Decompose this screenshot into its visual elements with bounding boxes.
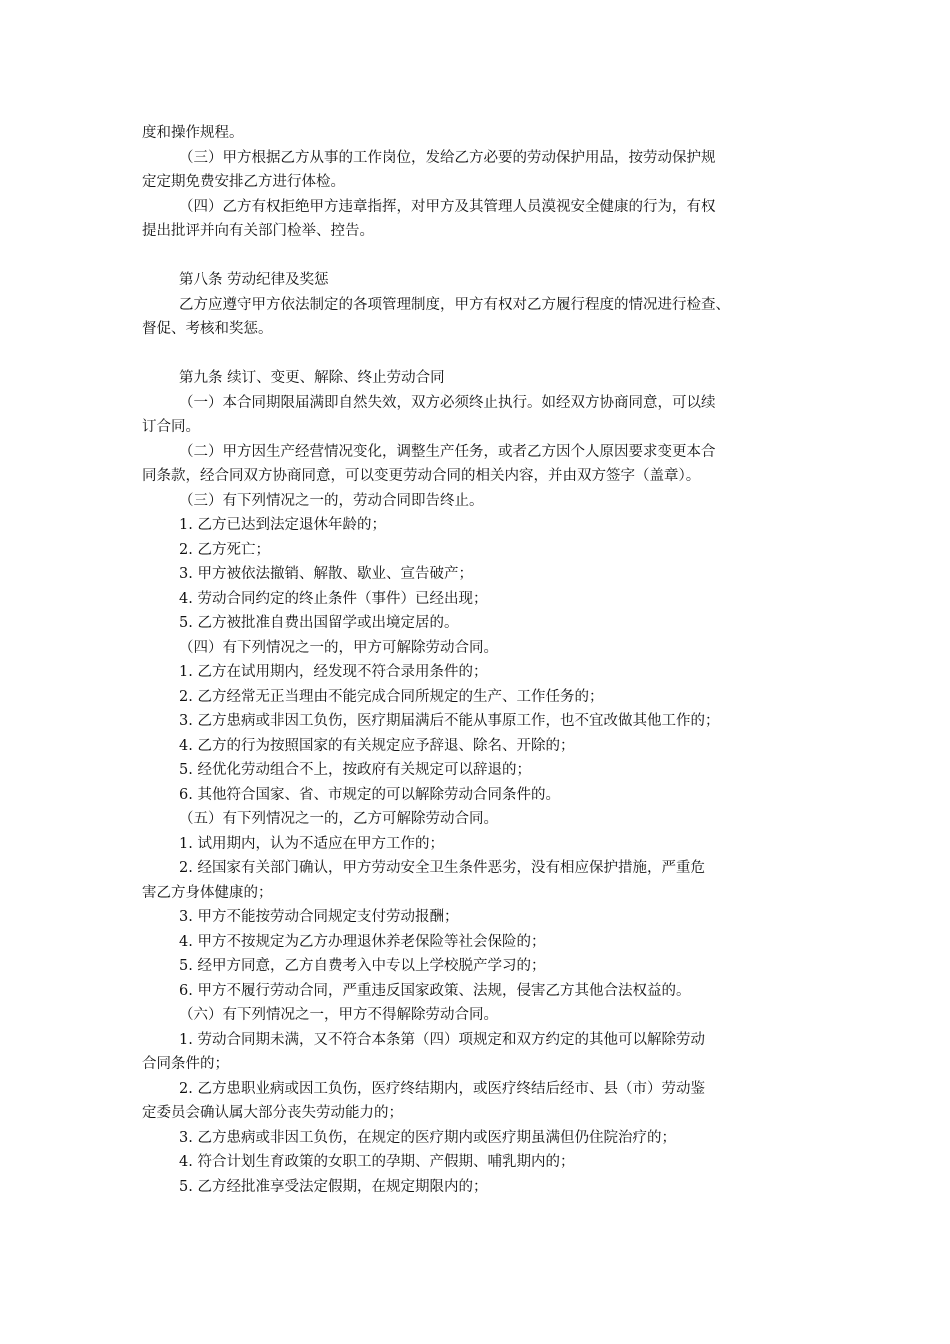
text-line: （五）有下列情况之一的，乙方可解除劳动合同。 xyxy=(179,811,498,827)
list-item: 2. 乙方经常无正当理由不能完成合同所规定的生产、工作任务的； xyxy=(179,688,604,705)
text-line: 定定期免费安排乙方进行体检。 xyxy=(142,174,345,190)
list-item: 5. 乙方被批准自费出国留学或出境定居的。 xyxy=(179,615,459,631)
list-item: 1. 劳动合同期未满，又不符合本条第（四）项规定和双方约定的其他可以解除劳动 xyxy=(179,1031,705,1048)
list-item: 2. 经国家有关部门确认，甲方劳动安全卫生条件恶劣，没有相应保护措施，严重危 xyxy=(179,860,705,876)
paragraph-gap xyxy=(142,244,822,269)
list-item: 5. 乙方经批准享受法定假期，在规定期限内的； xyxy=(179,1178,488,1195)
document-page xyxy=(142,121,822,1199)
list-item: 3. 乙方患病或非因工负伤，医疗期届满后不能从事原工作，也不宜改做其他工作的； xyxy=(179,713,720,729)
paragraph-gap xyxy=(142,342,822,367)
list-item: 2. 乙方死亡； xyxy=(179,541,270,558)
section-heading: 第八条 劳动纪律及奖惩 xyxy=(179,272,329,288)
list-item: 3. 甲方不能按劳动合同规定支付劳动报酬； xyxy=(179,909,459,925)
text-line: 乙方应遵守甲方依法制定的各项管理制度，甲方有权对乙方履行程度的情况进行检查、 xyxy=(179,296,730,313)
text-line: （三）甲方根据乙方从事的工作岗位，发给乙方必要的劳动保护用品，按劳动保护规 xyxy=(179,149,716,166)
list-item: 2. 乙方患职业病或因工负伤，医疗终结期内，或医疗终结后经市、县（市）劳动鉴 xyxy=(179,1080,705,1097)
list-item: 6. 甲方不履行劳动合同，严重违反国家政策、法规，侵害乙方其他合法权益的。 xyxy=(179,982,691,999)
text-line: 度和操作规程。 xyxy=(142,125,244,141)
text-line: （四）有下列情况之一的，甲方可解除劳动合同。 xyxy=(179,639,498,656)
list-item: 1. 试用期内，认为不适应在甲方工作的； xyxy=(179,835,444,852)
text-line: （一）本合同期限届满即自然失效，双方必须终止执行。如经双方协商同意，可以续 xyxy=(179,394,716,411)
text-line: （二）甲方因生产经营情况变化，调整生产任务，或者乙方因个人原因要求变更本合 xyxy=(179,443,716,460)
list-item: 4. 乙方的行为按照国家的有关规定应予辞退、除名、开除的； xyxy=(179,737,575,754)
list-item: 1. 乙方在试用期内，经发现不符合录用条件的； xyxy=(179,664,488,680)
section-heading: 第九条 续订、变更、解除、终止劳动合同 xyxy=(179,370,445,386)
text-line: （六）有下列情况之一，甲方不得解除劳动合同。 xyxy=(179,1007,498,1023)
list-item: 6. 其他符合国家、省、市规定的可以解除劳动合同条件的。 xyxy=(179,786,560,803)
text-line: 合同条件的； xyxy=(142,1056,229,1072)
list-item: 4. 符合计划生育政策的女职工的孕期、产假期、哺乳期内的； xyxy=(179,1154,575,1170)
list-item: 4. 甲方不按规定为乙方办理退休养老保险等社会保险的； xyxy=(179,933,546,950)
list-item: 3. 乙方患病或非因工负伤，在规定的医疗期内或医疗期虽满但仍住院治疗的； xyxy=(179,1129,676,1146)
text-line: 定委员会确认属大部分丧失劳动能力的； xyxy=(142,1105,403,1121)
text-line: （四）乙方有权拒绝甲方违章指挥，对甲方及其管理人员漠视安全健康的行为，有权 xyxy=(179,198,716,215)
list-item: 1. 乙方已达到法定退休年龄的； xyxy=(179,517,386,533)
text-line: 提出批评并向有关部门检举、控告。 xyxy=(142,223,374,239)
list-item: 5. 经优化劳动组合不上，按政府有关规定可以辞退的； xyxy=(179,762,531,778)
text-line: 督促、考核和奖惩。 xyxy=(142,321,273,337)
text-line: 害乙方身体健康的； xyxy=(142,884,273,901)
list-item: 3. 甲方被依法撤销、解散、歇业、宣告破产； xyxy=(179,566,473,582)
text-line: 同条款，经合同双方协商同意，可以变更劳动合同的相关内容，并由双方签字（盖章）。 xyxy=(142,468,701,484)
list-item: 5. 经甲方同意，乙方自费考入中专以上学校脱产学习的； xyxy=(179,958,546,974)
list-item: 4. 劳动合同约定的终止条件（事件）已经出现； xyxy=(179,590,488,607)
text-line: （三）有下列情况之一的，劳动合同即告终止。 xyxy=(179,492,484,509)
text-line: 订合同。 xyxy=(142,419,200,435)
